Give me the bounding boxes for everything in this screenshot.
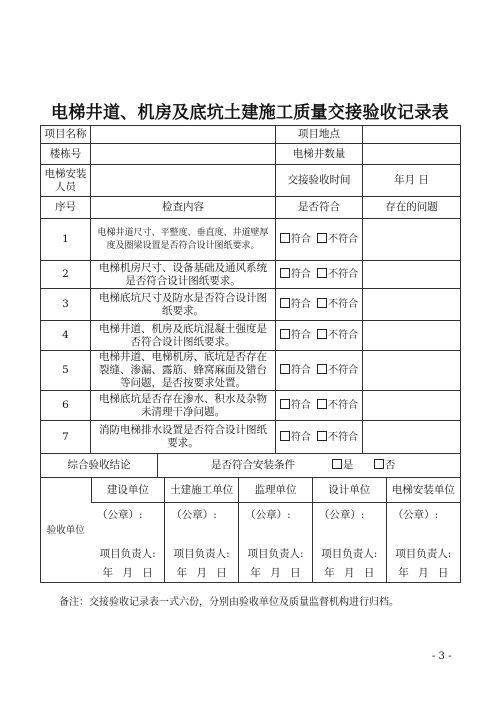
item-content: 电梯底坑尺寸及防水是否符合设计图纸要求。 xyxy=(91,289,276,321)
acceptance-row xyxy=(41,478,461,583)
no-checkbox[interactable] xyxy=(317,233,327,243)
handover-time-label: 交接验收时间 xyxy=(276,165,363,197)
footnote: 备注：交接验收记录表一式六份，分别由验收单位及质量监督机构进行归档。 xyxy=(59,597,399,608)
compliance-cell: 符合 不符合 xyxy=(276,321,363,351)
item-content: 电梯井道尺寸、平整度、垂直度、井道壁厚度及圈梁设置是否符合设计图纸要求。 xyxy=(91,219,276,261)
yes-checkbox[interactable] xyxy=(280,431,290,441)
item-no: 5 xyxy=(41,351,91,391)
signature-block[interactable]: （公章）: 项目负责人: 年 月 日 xyxy=(312,503,386,583)
table-row xyxy=(41,421,461,454)
issue-field[interactable] xyxy=(363,219,461,261)
issue-field[interactable] xyxy=(363,421,461,454)
no-checkbox[interactable] xyxy=(317,431,327,441)
project-row xyxy=(41,126,461,144)
item-no: 4 xyxy=(41,321,91,351)
acceptance-label: 验收单位 xyxy=(46,524,85,536)
acceptance-record-table xyxy=(40,125,461,583)
compliance-cell: 符合 不符合 xyxy=(276,289,363,321)
unit-construction: 建设单位 xyxy=(91,478,165,503)
item-no: 6 xyxy=(41,391,91,421)
signature-block[interactable]: （公章）: 项目负责人: 年 月 日 xyxy=(97,509,156,579)
yes-checkbox[interactable] xyxy=(280,298,290,308)
table-row xyxy=(41,261,461,289)
project-location-label: 项目地点 xyxy=(276,126,363,144)
building-row xyxy=(41,144,461,165)
no-checkbox[interactable] xyxy=(317,364,327,374)
compliance-cell: 符合 不符合 xyxy=(276,351,363,391)
item-content: 消防电梯排水设置是否符合设计图纸要求。 xyxy=(91,421,276,454)
item-no: 1 xyxy=(41,219,91,261)
table-row xyxy=(41,219,461,261)
shaft-count-field[interactable] xyxy=(363,144,461,165)
document-title: 电梯井道、机房及底坑土建施工质量交接验收记录表 xyxy=(51,103,449,123)
conclusion-cell xyxy=(41,454,461,478)
item-no: 7 xyxy=(41,421,91,454)
unit-civil-contractor: 土建施工单位 xyxy=(165,478,239,503)
conclusion-question-cell xyxy=(158,454,461,477)
col-compliance: 是否符合 xyxy=(276,197,363,219)
signature-block[interactable]: （公章）: 项目负责人: 年 月 日 xyxy=(386,503,460,583)
compliance-cell: 符合 不符合 xyxy=(276,421,363,454)
conclusion-yes-label: 是 xyxy=(342,459,354,471)
no-checkbox[interactable] xyxy=(317,298,327,308)
compliance-cell: 符合 不符合 xyxy=(276,261,363,289)
unit-designer: 设计单位 xyxy=(312,478,386,503)
item-content: 电梯井道、电梯机房、底坑是否存在裂缝、渗漏、露筋、蜂窝麻面及错台等问题，是否按要求处置。 xyxy=(91,351,276,391)
issue-field[interactable] xyxy=(363,351,461,391)
column-header-row xyxy=(41,197,461,219)
installer-row xyxy=(41,165,461,197)
issue-field[interactable] xyxy=(363,289,461,321)
col-issues: 存在的问题 xyxy=(363,197,461,219)
item-no: 2 xyxy=(41,261,91,289)
yes-checkbox[interactable] xyxy=(280,364,290,374)
no-checkbox[interactable] xyxy=(317,399,327,409)
item-content: 电梯底坑是否存在渗水、积水及杂物未清理干净问题。 xyxy=(91,391,276,421)
acceptance-cell xyxy=(41,478,461,583)
building-field[interactable] xyxy=(91,144,276,165)
installer-label: 电梯安装人员 xyxy=(41,165,91,197)
conclusion-question: 是否符合安装条件 xyxy=(211,459,295,471)
conclusion-yes-checkbox[interactable] xyxy=(332,459,342,469)
yes-checkbox[interactable] xyxy=(280,329,290,339)
project-location-field[interactable] xyxy=(363,126,461,144)
unit-elevator-installer: 电梯安装单位 xyxy=(386,478,460,503)
conclusion-row xyxy=(41,454,461,478)
signature-block[interactable]: （公章）: 项目负责人: 年 月 日 xyxy=(239,503,313,583)
conclusion-no-checkbox[interactable] xyxy=(374,459,384,469)
building-label: 楼栋号 xyxy=(41,144,91,165)
table-row xyxy=(41,391,461,421)
yes-checkbox[interactable] xyxy=(280,399,290,409)
conclusion-no-label: 否 xyxy=(384,459,396,471)
compliance-cell: 符合 不符合 xyxy=(276,219,363,261)
no-checkbox[interactable] xyxy=(317,268,327,278)
installer-field[interactable] xyxy=(91,165,276,197)
shaft-count-label: 电梯井数量 xyxy=(276,144,363,165)
table-row xyxy=(41,321,461,351)
item-content: 电梯井道、机房及底坑混凝土强度是否符合设计图纸要求。 xyxy=(91,321,276,351)
unit-supervisor: 监理单位 xyxy=(239,478,313,503)
issue-field[interactable] xyxy=(363,261,461,289)
col-no: 序号 xyxy=(41,197,91,219)
conclusion-label: 综合验收结论 xyxy=(67,459,131,471)
item-no: 3 xyxy=(41,289,91,321)
handover-date-field[interactable]: 年月 日 xyxy=(363,165,461,197)
yes-checkbox[interactable] xyxy=(280,268,290,278)
project-name-label: 项目名称 xyxy=(41,126,91,144)
table-row xyxy=(41,351,461,391)
no-checkbox[interactable] xyxy=(317,329,327,339)
item-content: 电梯机房尺寸、设备基础及通风系统是否符合设计图纸要求。 xyxy=(91,261,276,289)
page-number: - 3 - xyxy=(432,651,452,662)
col-content: 检查内容 xyxy=(91,197,276,219)
table-row xyxy=(41,289,461,321)
issue-field[interactable] xyxy=(363,321,461,351)
project-name-field[interactable] xyxy=(91,126,276,144)
issue-field[interactable] xyxy=(363,391,461,421)
signature-block[interactable]: （公章）: 项目负责人: 年 月 日 xyxy=(165,503,239,583)
compliance-cell: 符合 不符合 xyxy=(276,391,363,421)
yes-checkbox[interactable] xyxy=(280,233,290,243)
